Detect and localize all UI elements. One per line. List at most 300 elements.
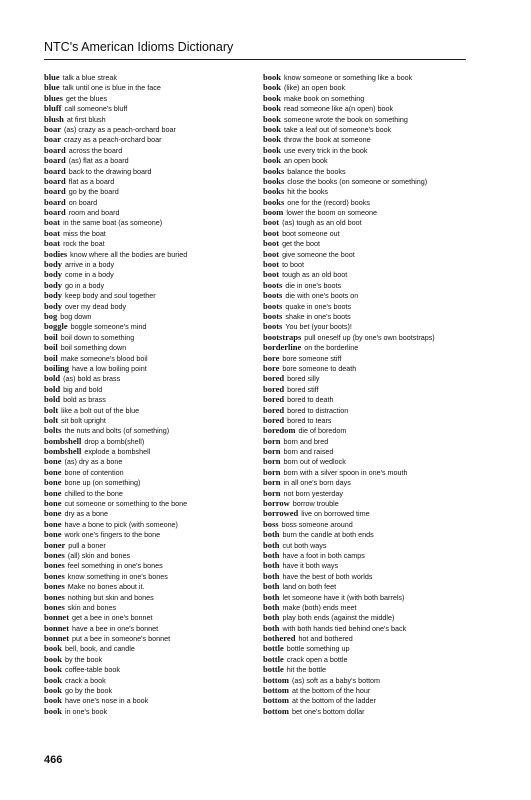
entry-keyword: blush bbox=[44, 113, 64, 124]
index-entry bbox=[263, 695, 475, 705]
index-entry bbox=[44, 384, 256, 394]
entry-phrase: bore someone to death bbox=[282, 363, 357, 373]
index-entry bbox=[263, 176, 475, 186]
index-entry bbox=[44, 664, 256, 674]
entry-keyword: bolts bbox=[44, 425, 62, 436]
index-entry bbox=[263, 269, 475, 279]
entry-phrase: play both ends (against the middle) bbox=[282, 613, 395, 623]
entry-phrase: bell, book, and candle bbox=[64, 644, 135, 654]
entry-phrase: by the book bbox=[64, 654, 103, 664]
entry-phrase: (as) dry as a bone bbox=[64, 457, 123, 467]
entry-phrase: You bet (your boots)! bbox=[285, 322, 352, 332]
entry-keyword: bold bbox=[44, 394, 61, 405]
index-entry bbox=[263, 685, 475, 695]
entry-keyword: board bbox=[44, 207, 66, 218]
index-entry bbox=[263, 612, 475, 622]
entry-keyword: body bbox=[44, 269, 62, 280]
entry-keyword: bones bbox=[44, 549, 65, 560]
entry-keyword: board bbox=[44, 196, 66, 207]
index-entry bbox=[263, 353, 475, 363]
entry-phrase: borrow trouble bbox=[292, 499, 339, 509]
entry-phrase: at the bottom of the ladder bbox=[291, 696, 376, 706]
index-entry bbox=[263, 228, 475, 238]
index-entry bbox=[263, 519, 475, 529]
entry-phrase: come in a body bbox=[64, 270, 114, 280]
index-entry bbox=[44, 259, 256, 269]
entry-keyword: boat bbox=[44, 227, 61, 238]
index-entry bbox=[263, 508, 475, 518]
index-entry bbox=[44, 373, 256, 383]
entry-keyword: board bbox=[44, 155, 66, 166]
entry-phrase: room and board bbox=[68, 208, 120, 218]
entry-keyword: bonnet bbox=[44, 633, 70, 644]
entry-keyword: boots bbox=[263, 279, 283, 290]
index-entry bbox=[44, 623, 256, 633]
entry-phrase: bore someone stiff bbox=[282, 353, 342, 363]
entry-keyword: book bbox=[44, 705, 62, 716]
entry-phrase: boggle someone's mind bbox=[70, 322, 147, 332]
entry-phrase: (as) tough as an old boot bbox=[282, 218, 362, 228]
index-entry bbox=[44, 405, 256, 415]
entry-keyword: bottom bbox=[263, 705, 289, 716]
entry-keyword: bonnet bbox=[44, 622, 70, 633]
entry-keyword: books bbox=[263, 165, 285, 176]
entry-keyword: born bbox=[263, 487, 281, 498]
entry-keyword: bodies bbox=[44, 248, 68, 259]
entry-keyword: book bbox=[44, 664, 62, 675]
running-header: NTC's American Idioms Dictionary bbox=[44, 40, 234, 54]
entry-phrase: work one's fingers to the bone bbox=[64, 530, 161, 540]
index-entry bbox=[263, 477, 475, 487]
entry-keyword: bored bbox=[263, 404, 285, 415]
index-entry bbox=[263, 290, 475, 300]
entry-keyword: bottle bbox=[263, 643, 284, 654]
entry-phrase: to boot bbox=[282, 260, 305, 270]
entry-keyword: both bbox=[263, 539, 280, 550]
index-entry bbox=[263, 540, 475, 550]
entry-keyword: boil bbox=[44, 352, 58, 363]
entry-phrase: make someone's blood boil bbox=[60, 353, 148, 363]
entry-keyword: boot bbox=[263, 269, 280, 280]
index-entry bbox=[263, 706, 475, 716]
index-entry bbox=[263, 550, 475, 560]
entry-keyword: boots bbox=[263, 300, 283, 311]
entry-phrase: use every trick in the book bbox=[283, 145, 368, 155]
index-entry bbox=[44, 145, 256, 155]
entry-keyword: bone bbox=[44, 466, 62, 477]
index-entry bbox=[44, 529, 256, 539]
header-rule bbox=[44, 59, 466, 60]
entry-keyword: bolt bbox=[44, 404, 59, 415]
index-entry bbox=[44, 456, 256, 466]
index-entry bbox=[44, 311, 256, 321]
entry-phrase: sit bolt upright bbox=[61, 415, 106, 425]
entry-phrase: bored to death bbox=[287, 395, 334, 405]
entry-phrase: the nuts and bolts (of something) bbox=[64, 426, 170, 436]
entry-keyword: bored bbox=[263, 383, 285, 394]
index-entry bbox=[44, 301, 256, 311]
index-entry bbox=[263, 197, 475, 207]
index-entry bbox=[44, 228, 256, 238]
entry-phrase: boil something down bbox=[60, 343, 127, 353]
entry-phrase: make (both) ends meet bbox=[282, 602, 357, 612]
index-entry bbox=[44, 103, 256, 113]
entry-phrase: bone up (on something) bbox=[64, 478, 141, 488]
entry-phrase: crack a book bbox=[64, 675, 106, 685]
index-entry bbox=[44, 134, 256, 144]
entry-keyword: bone bbox=[44, 529, 62, 540]
entry-phrase: (as) flat as a board bbox=[68, 156, 129, 166]
entry-keyword: both bbox=[263, 581, 280, 592]
entry-phrase: die of boredom bbox=[298, 426, 347, 436]
index-entry bbox=[263, 456, 475, 466]
index-entry bbox=[44, 550, 256, 560]
entry-phrase: boss someone around bbox=[281, 519, 353, 529]
index-entry bbox=[44, 467, 256, 477]
index-entry bbox=[44, 332, 256, 342]
entry-keyword: bone bbox=[44, 508, 62, 519]
index-entry bbox=[44, 488, 256, 498]
entry-keyword: boots bbox=[263, 310, 283, 321]
entry-phrase: get the blues bbox=[65, 93, 108, 103]
entry-phrase: have the best of both worlds bbox=[282, 571, 373, 581]
index-entry bbox=[263, 498, 475, 508]
entry-phrase: pull a boner bbox=[68, 540, 106, 550]
entry-keyword: both bbox=[263, 591, 280, 602]
index-entry bbox=[263, 654, 475, 664]
index-entry bbox=[44, 124, 256, 134]
index-entry bbox=[263, 623, 475, 633]
entry-phrase: one for the (record) books bbox=[287, 197, 370, 207]
entry-keyword: borrow bbox=[263, 498, 290, 509]
entry-keyword: boot bbox=[263, 259, 280, 270]
entry-keyword: borrowed bbox=[263, 508, 299, 519]
entry-phrase: big and bold bbox=[63, 384, 103, 394]
index-entry bbox=[44, 602, 256, 612]
entry-phrase: chilled to the bone bbox=[64, 488, 123, 498]
entry-phrase: at first blush bbox=[66, 114, 106, 124]
entry-phrase: know where all the bodies are buried bbox=[70, 249, 188, 259]
index-entry bbox=[263, 145, 475, 155]
index-entry bbox=[44, 592, 256, 602]
index-entry bbox=[263, 415, 475, 425]
index-entry bbox=[44, 238, 256, 248]
entry-keyword: boot bbox=[263, 227, 280, 238]
entry-keyword: both bbox=[263, 601, 280, 612]
entry-keyword: blues bbox=[44, 92, 63, 103]
index-entry bbox=[263, 249, 475, 259]
entry-keyword: board bbox=[44, 186, 66, 197]
entry-phrase: on the borderline bbox=[304, 343, 359, 353]
entry-keyword: boar bbox=[44, 134, 61, 145]
entry-phrase: close the books (on someone or something) bbox=[287, 176, 428, 186]
entry-phrase: put a bee in someone's bonnet bbox=[72, 634, 171, 644]
entry-keyword: boots bbox=[263, 321, 283, 332]
entry-keyword: bored bbox=[263, 414, 285, 425]
entry-keyword: book bbox=[263, 134, 281, 145]
entry-keyword: book bbox=[263, 144, 281, 155]
index-entry bbox=[263, 342, 475, 352]
entry-keyword: bones bbox=[44, 591, 65, 602]
entry-keyword: bolt bbox=[44, 414, 59, 425]
entry-phrase: hit the bottle bbox=[286, 665, 326, 675]
entry-keyword: born bbox=[263, 456, 281, 467]
entry-phrase: give someone the boot bbox=[282, 249, 355, 259]
index-entry bbox=[44, 82, 256, 92]
index-entry bbox=[263, 467, 475, 477]
entry-phrase: dry as a bone bbox=[64, 509, 109, 519]
entry-keyword: boar bbox=[44, 123, 61, 134]
entry-keyword: both bbox=[263, 560, 280, 571]
index-entry bbox=[44, 176, 256, 186]
index-entry bbox=[263, 602, 475, 612]
entry-phrase: boil down to something bbox=[60, 332, 135, 342]
index-entry bbox=[263, 217, 475, 227]
index-entry bbox=[263, 207, 475, 217]
entry-keyword: both bbox=[263, 570, 280, 581]
index-entry bbox=[44, 72, 256, 82]
entry-keyword: books bbox=[263, 196, 285, 207]
entry-phrase: cut both ways bbox=[282, 540, 327, 550]
index-entry bbox=[263, 186, 475, 196]
entry-keyword: boil bbox=[44, 331, 58, 342]
index-entry bbox=[263, 363, 475, 373]
entry-keyword: body bbox=[44, 290, 62, 301]
index-entry bbox=[44, 436, 256, 446]
entry-phrase: tough as an old boot bbox=[282, 270, 348, 280]
index-entry bbox=[44, 186, 256, 196]
entry-keyword: bone bbox=[44, 498, 62, 509]
entry-keyword: both bbox=[263, 529, 280, 540]
entry-keyword: bones bbox=[44, 570, 65, 581]
entry-keyword: board bbox=[44, 144, 66, 155]
entry-keyword: board bbox=[44, 175, 66, 186]
index-entry bbox=[44, 612, 256, 622]
entry-phrase: in the same boat (as someone) bbox=[63, 218, 163, 228]
index-entry bbox=[263, 394, 475, 404]
entry-keyword: bold bbox=[44, 373, 61, 384]
entry-phrase: get the boot bbox=[282, 239, 321, 249]
entry-phrase: skin and bones bbox=[67, 602, 117, 612]
entry-keyword: book bbox=[44, 653, 62, 664]
entry-phrase: (as) bold as brass bbox=[63, 374, 121, 384]
entry-keyword: both bbox=[263, 622, 280, 633]
index-entry bbox=[263, 259, 475, 269]
entry-keyword: bold bbox=[44, 383, 61, 394]
index-entry bbox=[263, 560, 475, 570]
index-entry bbox=[263, 446, 475, 456]
index-entry bbox=[263, 488, 475, 498]
index-entry bbox=[44, 394, 256, 404]
index-entry bbox=[263, 311, 475, 321]
index-entry bbox=[44, 633, 256, 643]
entry-phrase: know something in one's bones bbox=[67, 571, 168, 581]
entry-keyword: book bbox=[263, 82, 281, 93]
entry-phrase: coffee-table book bbox=[64, 665, 120, 675]
entry-phrase: bottle something up bbox=[286, 644, 350, 654]
entry-phrase: bored to tears bbox=[287, 415, 332, 425]
entry-phrase: hot and bothered bbox=[298, 634, 353, 644]
entry-keyword: boat bbox=[44, 238, 61, 249]
index-entry bbox=[44, 269, 256, 279]
entry-keyword: borderline bbox=[263, 342, 302, 353]
entry-keyword: blue bbox=[44, 82, 60, 93]
index-entry bbox=[263, 166, 475, 176]
entry-phrase: die with one's boots on bbox=[285, 291, 359, 301]
entry-keyword: boot bbox=[263, 238, 280, 249]
entry-keyword: book bbox=[263, 92, 281, 103]
entry-phrase: shake in one's boots bbox=[285, 311, 351, 321]
index-entry bbox=[263, 592, 475, 602]
index-entry bbox=[263, 332, 475, 342]
index-entry bbox=[263, 82, 475, 92]
entry-phrase: flat as a board bbox=[68, 176, 115, 186]
index-entry bbox=[44, 207, 256, 217]
entry-phrase: at the bottom of the hour bbox=[291, 686, 371, 696]
entry-phrase: have a foot in both camps bbox=[282, 550, 365, 560]
entry-keyword: born bbox=[263, 446, 281, 457]
entry-keyword: bothered bbox=[263, 633, 296, 644]
entry-phrase: arrive in a body bbox=[64, 260, 115, 270]
index-entry bbox=[44, 93, 256, 103]
entry-phrase: back to the drawing board bbox=[68, 166, 152, 176]
entry-phrase: have it both ways bbox=[282, 561, 339, 571]
entry-keyword: bones bbox=[44, 601, 65, 612]
entry-phrase: lower the boom on someone bbox=[286, 208, 378, 218]
entry-phrase: talk until one is blue in the face bbox=[62, 83, 161, 93]
entry-keyword: bone bbox=[44, 456, 62, 467]
entry-keyword: book bbox=[44, 643, 62, 654]
entry-keyword: books bbox=[263, 175, 285, 186]
entry-phrase: over my dead body bbox=[64, 301, 127, 311]
entry-keyword: book bbox=[263, 72, 281, 82]
entry-keyword: body bbox=[44, 259, 62, 270]
index-entry bbox=[263, 93, 475, 103]
entry-phrase: keep body and soul together bbox=[64, 291, 156, 301]
entry-keyword: boot bbox=[263, 217, 280, 228]
entry-keyword: bone bbox=[44, 487, 62, 498]
entry-keyword: book bbox=[263, 123, 281, 134]
entry-phrase: born and raised bbox=[283, 447, 334, 457]
entry-phrase: born and bred bbox=[283, 436, 329, 446]
entry-keyword: bottom bbox=[263, 674, 289, 685]
entry-phrase: on board bbox=[68, 197, 98, 207]
entry-phrase: throw the book at someone bbox=[283, 135, 371, 145]
entry-keyword: born bbox=[263, 477, 281, 488]
index-entry bbox=[44, 217, 256, 227]
entry-phrase: have a low boiling point bbox=[72, 363, 147, 373]
entry-phrase: bet one's bottom dollar bbox=[291, 706, 365, 716]
index-entry bbox=[44, 114, 256, 124]
entry-keyword: bluff bbox=[44, 103, 62, 114]
entry-phrase: land on both feet bbox=[282, 582, 337, 592]
index-entry bbox=[263, 384, 475, 394]
entry-keyword: both bbox=[263, 549, 280, 560]
entry-phrase: bone of contention bbox=[64, 467, 124, 477]
entry-phrase: nothing but skin and bones bbox=[67, 592, 154, 602]
index-entry bbox=[263, 425, 475, 435]
entry-phrase: not born yesterday bbox=[283, 488, 344, 498]
entry-phrase: bold as brass bbox=[63, 395, 106, 405]
entry-phrase: go by the board bbox=[68, 187, 119, 197]
entry-phrase: feel something in one's bones bbox=[67, 561, 163, 571]
entry-phrase: bored to distraction bbox=[287, 405, 349, 415]
entry-keyword: bored bbox=[263, 394, 285, 405]
index-entry bbox=[263, 436, 475, 446]
entry-phrase: pull oneself up (by one's own bootstraps) bbox=[304, 332, 435, 342]
entry-phrase: (as) crazy as a peach-orchard boar bbox=[64, 124, 176, 134]
index-entry bbox=[44, 415, 256, 425]
index-entry bbox=[263, 238, 475, 248]
index-entry bbox=[263, 664, 475, 674]
index-entry bbox=[44, 654, 256, 664]
index-entry bbox=[263, 321, 475, 331]
index-entry bbox=[263, 633, 475, 643]
entry-phrase: go in a body bbox=[64, 280, 105, 290]
entry-keyword: body bbox=[44, 279, 62, 290]
entry-keyword: born bbox=[263, 435, 281, 446]
entry-phrase: know someone or something like a book bbox=[283, 73, 413, 82]
index-entry bbox=[44, 643, 256, 653]
entry-phrase: let someone have it (with both barrels) bbox=[282, 592, 405, 602]
index-entry bbox=[263, 373, 475, 383]
entry-keyword: book bbox=[44, 685, 62, 696]
entry-keyword: bonnet bbox=[44, 612, 70, 623]
index-entry bbox=[263, 581, 475, 591]
index-entry bbox=[44, 166, 256, 176]
entry-keyword: boredom bbox=[263, 425, 296, 436]
entry-phrase: an open book bbox=[283, 156, 328, 166]
entry-phrase: make book on something bbox=[283, 93, 365, 103]
entry-phrase: (all) skin and bones bbox=[67, 550, 131, 560]
entry-phrase: live on borrowed time bbox=[301, 509, 370, 519]
entry-phrase: quake in one's boots bbox=[285, 301, 352, 311]
entry-keyword: bottom bbox=[263, 695, 289, 706]
entry-phrase: in one's book bbox=[64, 706, 108, 716]
entry-phrase: call someone's bluff bbox=[64, 104, 128, 114]
entry-keyword: board bbox=[44, 165, 66, 176]
index-entry bbox=[44, 155, 256, 165]
entry-keyword: body bbox=[44, 300, 62, 311]
index-entry bbox=[263, 675, 475, 685]
entry-keyword: boot bbox=[263, 248, 280, 259]
index-entry bbox=[263, 124, 475, 134]
entry-keyword: boiling bbox=[44, 362, 70, 373]
index-entry bbox=[44, 571, 256, 581]
entry-keyword: bone bbox=[44, 477, 62, 488]
entry-keyword: boggle bbox=[44, 321, 68, 332]
entry-phrase: explode a bombshell bbox=[84, 447, 151, 457]
index-entry bbox=[263, 405, 475, 415]
entry-phrase: like a bolt out of the blue bbox=[61, 405, 140, 415]
entry-phrase: hit the books bbox=[287, 187, 329, 197]
entry-phrase: in all one's born days bbox=[283, 478, 351, 488]
entry-keyword: blue bbox=[44, 72, 60, 82]
entry-keyword: book bbox=[44, 695, 62, 706]
entry-phrase: bog down bbox=[60, 311, 92, 321]
entry-keyword: bones bbox=[44, 581, 65, 592]
entry-keyword: books bbox=[263, 186, 285, 197]
entry-keyword: bones bbox=[44, 560, 65, 571]
entry-keyword: bottom bbox=[263, 685, 289, 696]
entry-phrase: crazy as a peach-orchard boar bbox=[64, 135, 162, 145]
entry-phrase: talk a blue streak bbox=[62, 73, 117, 82]
index-entry bbox=[263, 103, 475, 113]
entry-keyword: bottle bbox=[263, 653, 284, 664]
right-column bbox=[263, 72, 475, 716]
index-entry bbox=[44, 353, 256, 363]
entry-phrase: get a bee in one's bonnet bbox=[72, 613, 153, 623]
